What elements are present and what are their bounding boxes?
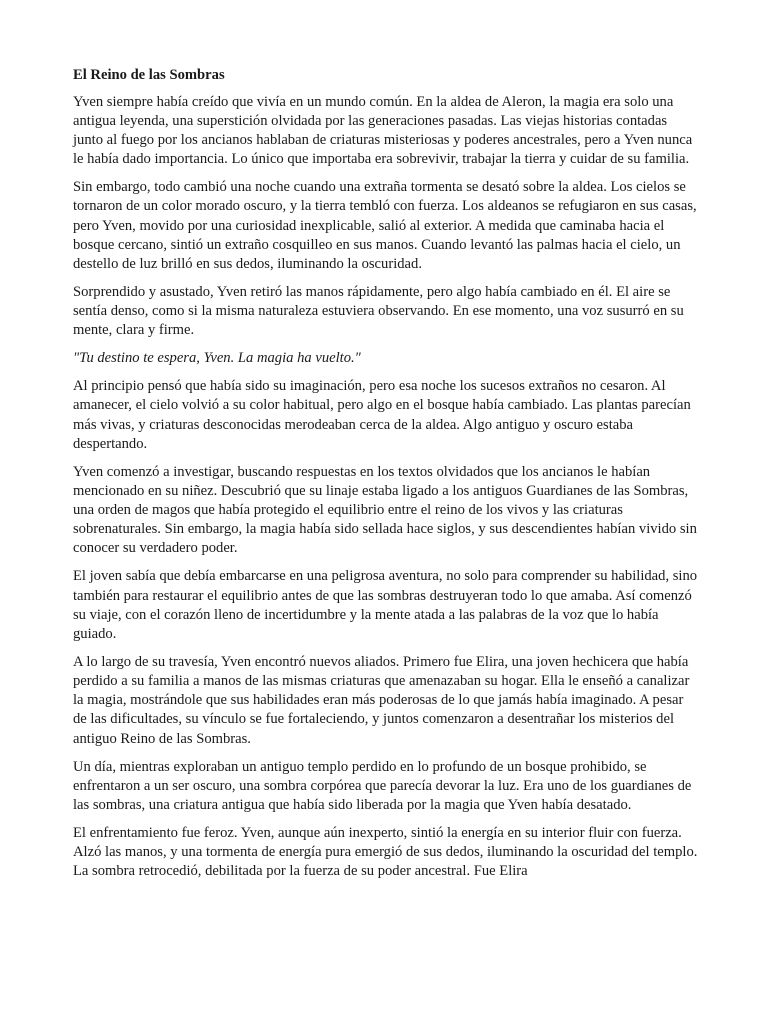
paragraph-5: Al principio pensó que había sido su imaginación, pero esa noche los sucesos extraños no cesaron. Al amanecer, el cielo volvió a su color habitual, pero algo en el bosque había cambiado. Las plantas parecían más vivas, y criaturas desconocidas merodeaban cerca de la aldea. Algo antiguo y oscuro estaba despertando. (73, 378, 691, 452)
paragraph-3: Sorprendido y asustado, Yven retiró las manos rápidamente, pero algo había cambiado en él. El aire se sentía denso, como si la misma naturaleza estuviera observando. En ese momento, una voz susurró en su mente, clara y firme. (73, 283, 684, 339)
paragraph-10: El enfrentamiento fue feroz. Yven, aunque aún inexperto, sintió la energía en su interior fluir con fuerza. Alzó las manos, y una tormenta de energía pura emergió de sus dedos, iluminando la oscuridad del templo. La sombra retrocedió, debilitada por la fuerza de su poder ancestral. Fue Elira (73, 824, 698, 880)
paragraph-1: Yven siempre había creído que vivía en un mundo común. En la aldea de Aleron, la magia era solo una antigua leyenda, una superstición olvidada por las generaciones pasadas. Las viejas historias contadas junto al fuego por los ancianos hablaban de criaturas misteriosas y poderes ancestrales, pero a Yven nunca le había dado importancia. Lo único que importaba era sobrevivir, trabajar la tierra y cuidar de su familia. (73, 93, 693, 168)
quote-paragraph: "Tu destino te espera, Yven. La magia ha vuelto." (73, 350, 361, 367)
paragraph-2: Sin embargo, todo cambió una noche cuando una extraña tormenta se desató sobre la aldea. Los cielos se tornaron de un color morado oscuro, y la tierra tembló con fuerza. Los aldeanos se refugiaron en sus casas, pero Yven, movido por una curiosidad inexplicable, salió al exterior. A medida que caminaba hacia el bosque cercano, sintió un extraño cosquilleo en sus manos. Cuando levantó las palmas hacia el cielo, un destello de luz brilló en sus dedos, iluminando la oscuridad. (73, 179, 697, 273)
document-title: El Reino de las Sombras (73, 67, 225, 83)
paragraph-7: El joven sabía que debía embarcarse en una peligrosa aventura, no solo para comprender su habilidad, sino también para restaurar el equilibrio antes de que las sombras destruyeran todo lo que amaba. Así comenzó su viaje, con el corazón lleno de incertidumbre y la mente atada a las palabras de la voz que lo había guiado. (73, 568, 698, 642)
paragraph-9: Un día, mientras exploraban un antiguo templo perdido en lo profundo de un bosque prohibido, se enfrentaron a un ser oscuro, una sombra corpórea que parecía devorar la luz. Era uno de los guardianes de las sombras, una criatura antigua que había sido liberada por la magia que Yven había desatado. (73, 758, 692, 813)
document-page (73, 64, 698, 890)
paragraph-8: A lo largo de su travesía, Yven encontró nuevos aliados. Primero fue Elira, una joven hechicera que había perdido a su familia a manos de las mismas criaturas que amenazaban su hogar. Ella le enseñó a canalizar la magia, mostrándole que sus habilidades eran más poderosas de lo que jamás había imaginado. A pesar de las dificultades, su vínculo se fue fortaleciendo, y juntos comenzaron a desentrañar los misterios del antiguo Reino de las Sombras. (73, 653, 690, 747)
paragraph-6: Yven comenzó a investigar, buscando respuestas en los textos olvidados que los ancianos le habían mencionado en su niñez. Descubrió que su linaje estaba ligado a los antiguos Guardianes de las Sombras, una orden de magos que había protegido el equilibrio entre el reino de los vivos y las criaturas sobrenaturales. Sin embargo, la magia había sido sellada hace siglos, y sus descendientes habían vivido sin conocer su verdadero poder. (73, 463, 697, 557)
